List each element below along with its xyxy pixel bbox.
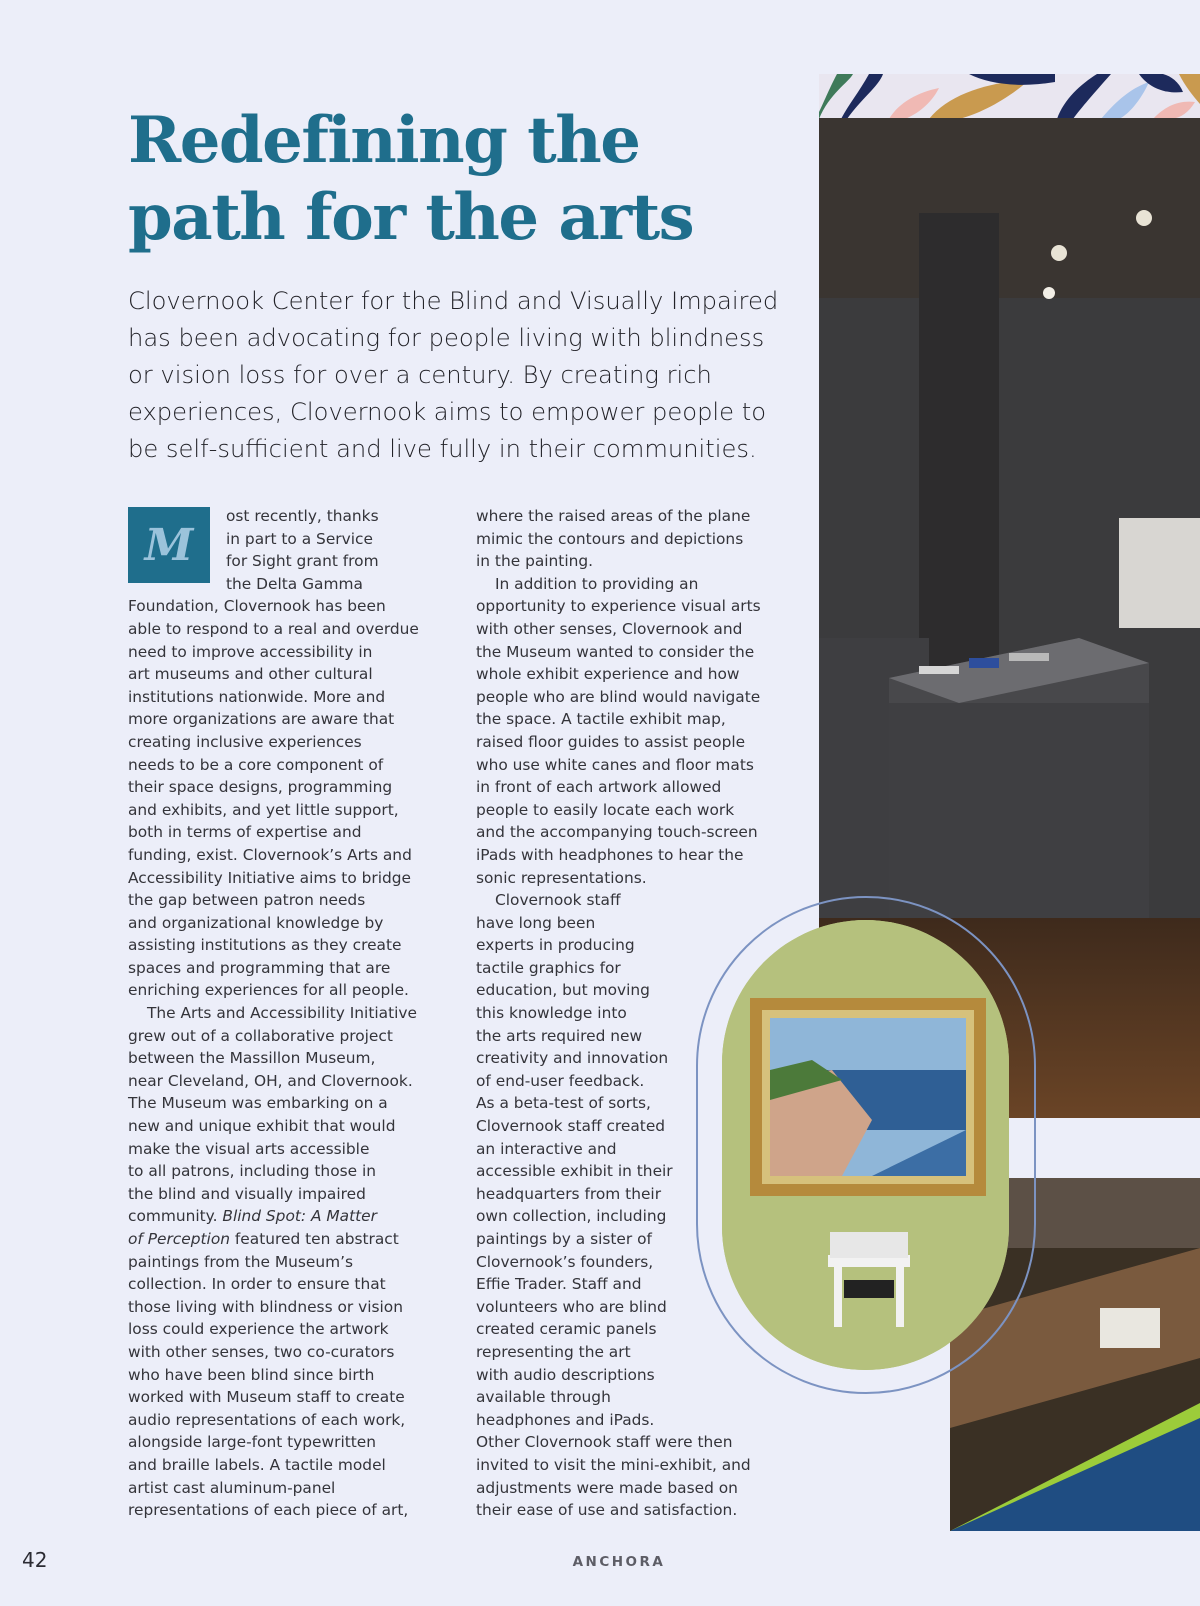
text-line: assisting institutions as they create [128, 936, 402, 955]
paragraph [128, 1002, 444, 1205]
text-line: Clovernook’s founders, [476, 1252, 654, 1271]
text-line: this knowledge into [476, 1004, 627, 1023]
text-line: audio representations of each work, [128, 1410, 406, 1429]
text-line [128, 1228, 444, 1251]
text-line: more organizations are aware that [128, 710, 395, 729]
text-line: spaces and programming that are [128, 958, 391, 977]
text-line: and the accompanying touch-screen [476, 823, 758, 842]
text-line: grew out of a collaborative project [128, 1026, 393, 1045]
text-line: institutions nationwide. More and [128, 687, 386, 706]
text-line: have long been [476, 913, 596, 932]
text-line: make the visual arts accessible [128, 1139, 370, 1158]
text-line: of end-user feedback. [476, 1071, 645, 1090]
text-line: raised floor guides to assist people [476, 732, 746, 751]
text-line: for Sight grant from [226, 552, 379, 571]
text-line: with other senses, Clovernook and [476, 619, 743, 638]
text-line: people who are blind would navigate [476, 687, 761, 706]
text-line: who have been blind since birth [128, 1365, 375, 1384]
text-line: and organizational knowledge by [128, 913, 384, 932]
text-line: needs to be a core component of [128, 755, 384, 774]
text-line: experts in producing [476, 936, 635, 955]
text-line: their space designs, programming [128, 778, 393, 797]
text-line: available through [476, 1388, 611, 1407]
text-fragment: community. [128, 1207, 223, 1226]
text-line: with other senses, two co-curators [128, 1342, 395, 1361]
text-line: in front of each artwork allowed [476, 778, 722, 797]
dropcap-lines [128, 505, 444, 595]
text-line: invited to visit the mini-exhibit, and [476, 1455, 751, 1474]
text-line: Clovernook staff created [476, 1117, 666, 1136]
text-line: an interactive and [476, 1139, 617, 1158]
text-line: accessible exhibit in their [476, 1162, 673, 1181]
text-line: adjustments were made based on [476, 1478, 738, 1497]
text-line: art museums and other cultural [128, 665, 373, 684]
text-line: who use white canes and floor mats [476, 755, 754, 774]
text-line: Clovernook staff [495, 891, 621, 910]
text-line: volunteers who are blind [476, 1297, 667, 1316]
text-line: alongside large-font typewritten [128, 1433, 377, 1452]
text-line: own collection, including [476, 1207, 667, 1226]
text-line: to all patrons, including those in [128, 1162, 377, 1181]
text-line: their ease of use and satisfaction. [476, 1501, 738, 1520]
text-line: the space. A tactile exhibit map, [476, 710, 726, 729]
exhibit-title: Blind Spot: A Matter [222, 1207, 377, 1226]
drop-cap: M [128, 507, 210, 583]
text-line: those living with blindness or vision [128, 1297, 403, 1316]
text-line: new and unique exhibit that would [128, 1117, 396, 1136]
text-line: between the Massillon Museum, [128, 1049, 376, 1068]
text-line: the blind and visually impaired [128, 1184, 366, 1203]
text-line: paintings from the Museum’s [128, 1252, 354, 1271]
text-line: creativity and innovation [476, 1049, 669, 1068]
text-line: with audio descriptions [476, 1365, 655, 1384]
text-line [128, 1205, 444, 1228]
text-line: able to respond to a real and overdue [128, 619, 419, 638]
text-line: mimic the contours and depictions [476, 529, 744, 548]
text-line: artist cast aluminum-panel [128, 1478, 336, 1497]
decorative-outline [696, 896, 1036, 1394]
text-line: the Museum wanted to consider the [476, 642, 755, 661]
text-line: both in terms of expertise and [128, 823, 362, 842]
text-line: creating inclusive experiences [128, 732, 362, 751]
text-line: the Delta Gamma [226, 574, 363, 593]
text-line: ost recently, thanks [226, 507, 379, 525]
exhibit-title: of Perception [128, 1230, 230, 1248]
text-line: and exhibits, and yet little support, [128, 800, 399, 819]
page-number: 42 [22, 1548, 48, 1572]
text-line: funding, exist. Clovernook’s Arts and [128, 845, 412, 864]
text-line: tactile graphics for [476, 958, 621, 977]
article-intro: Clovernook Center for the Blind and Visually Impaired has been advocating for people living with blindness or vision loss for over a century. By creating rich experiences, Clovernook aims to empower people to be self-sufficient and live fully in their communities. [128, 287, 779, 463]
text-line: collection. In order to ensure that [128, 1275, 386, 1294]
text-line: Effie Trader. Staff and [476, 1275, 642, 1294]
text-line: In addition to providing an [495, 574, 699, 593]
text-line: iPads with headphones to hear the [476, 845, 744, 864]
text-line: Foundation, Clovernook has been [128, 597, 386, 616]
text-line: where the raised areas of the plane [476, 507, 751, 525]
text-line: created ceramic panels [476, 1320, 657, 1339]
text-line: and braille labels. A tactile model [128, 1455, 386, 1474]
text-line: in part to a Service [226, 529, 373, 548]
text-fragment: featured ten abstract [230, 1230, 399, 1248]
text-line: the arts required new [476, 1026, 643, 1045]
text-line: The Museum was embarking on a [128, 1094, 388, 1113]
paragraph [128, 1251, 444, 1522]
text-line: As a beta-test of sorts, [476, 1094, 651, 1113]
text-line: whole exhibit experience and how [476, 665, 740, 684]
text-column-left [128, 505, 444, 1522]
text-line: enriching experiences for all people. [128, 981, 409, 1000]
text-line: opportunity to experience visual arts [476, 597, 761, 616]
text-line: loss could experience the artwork [128, 1320, 389, 1339]
text-line: The Arts and Accessibility Initiative [147, 1004, 417, 1023]
paragraph [476, 505, 806, 573]
text-line: representations of each piece of art, [128, 1501, 409, 1520]
text-line: worked with Museum staff to create [128, 1388, 405, 1407]
text-line: paintings by a sister of [476, 1230, 652, 1248]
exhibit-lines [128, 1205, 444, 1250]
text-line: Other Clovernook staff were then [476, 1433, 733, 1452]
text-line: near Cleveland, OH, and Clovernook. [128, 1071, 413, 1090]
leaf-pattern-banner [819, 74, 1200, 119]
text-line: headquarters from their [476, 1184, 662, 1203]
text-line: Accessibility Initiative aims to bridge [128, 868, 412, 887]
magazine-name: ANCHORA [572, 1554, 666, 1570]
text-line: need to improve accessibility in [128, 642, 373, 661]
article-headline: Redefining the path for the arts [128, 103, 694, 255]
paragraph [128, 595, 444, 1002]
text-line: representing the art [476, 1342, 631, 1361]
text-line: people to easily locate each work [476, 800, 735, 819]
text-line: headphones and iPads. [476, 1410, 655, 1429]
text-line: in the painting. [476, 552, 594, 571]
text-line: the gap between patron needs [128, 891, 366, 910]
text-line: sonic representations. [476, 868, 647, 887]
paragraph [476, 573, 806, 889]
text-line: education, but moving [476, 981, 650, 1000]
